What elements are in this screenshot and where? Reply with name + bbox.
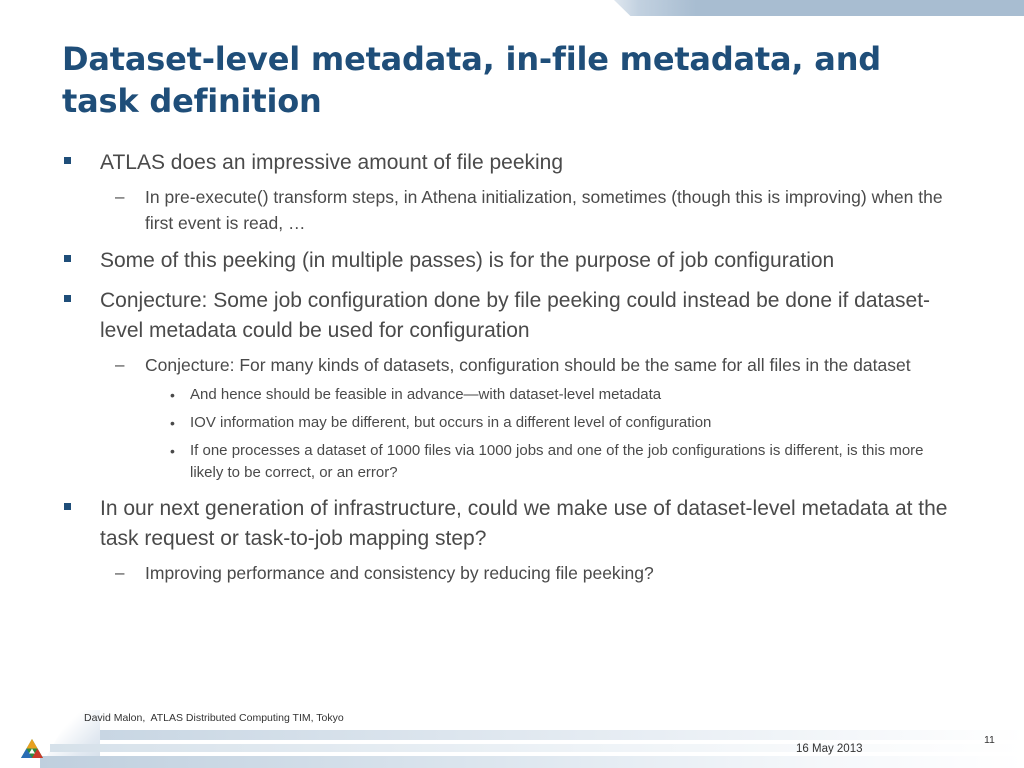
dash-bullet-icon: –: [115, 563, 125, 582]
bullet-item-level2: [0, 560, 1024, 586]
dash-bullet-icon: –: [115, 187, 125, 206]
bullet-item-level2: [0, 184, 1024, 236]
bullet-text: If one processes a dataset of 1000 files via 1000 jobs and one of the job configurations is different, is this more likely to be correct, or an error?: [190, 442, 924, 481]
dot-bullet-icon: •: [170, 443, 175, 459]
bullet-text: Improving performance and consistency by reducing file peeking?: [145, 563, 654, 583]
dash-bullet-icon: –: [115, 355, 125, 374]
bullet-text: Conjecture: Some job configuration done by file peeking could instead be done if dataset-level metadata could be used for configuration: [100, 289, 931, 342]
page-number: 11: [984, 734, 995, 746]
bullet-text: Some of this peeking (in multiple passes) is for the purpose of job configuration: [100, 249, 835, 272]
bullet-text: Conjecture: For many kinds of datasets, configuration should be the same for all files in the dataset: [145, 355, 911, 375]
bullet-item-level2: [0, 352, 1024, 378]
bullet-item-level1: [0, 246, 1024, 276]
bullet-item-level1: [0, 494, 1024, 554]
bullet-item-level3: [0, 412, 1024, 434]
bullet-text: ATLAS does an impressive amount of file peeking: [100, 151, 564, 174]
bullet-item-level1: [0, 148, 1024, 178]
bullet-item-level3: [0, 384, 1024, 406]
slide-title: Dataset-level metadata, in-file metadata, and task definition: [62, 40, 881, 120]
footer-date: 16 May 2013: [796, 743, 863, 755]
footer-author: David Malon, ATLAS Distributed Computing TIM, Tokyo: [84, 712, 344, 724]
dot-bullet-icon: •: [170, 415, 175, 431]
bullet-item-level1: [0, 286, 1024, 346]
triangle-logo-icon: [20, 738, 44, 760]
bullet-text: IOV information may be different, but occurs in a different level of configuration: [190, 414, 712, 431]
square-bullet-icon: [64, 503, 71, 510]
square-bullet-icon: [64, 255, 71, 262]
bullet-text: In pre-execute() transform steps, in Athena initialization, sometimes (though this is improving) when the first event is read, …: [145, 187, 943, 233]
footer-decoration: [0, 700, 1024, 768]
bullet-item-level3: [0, 440, 1024, 484]
slide-body: [0, 148, 1024, 586]
square-bullet-icon: [64, 157, 71, 164]
bullet-text: In our next generation of infrastructure, could we make use of dataset-level metadata at the task request or task-to-job mapping step?: [100, 497, 948, 550]
dot-bullet-icon: •: [170, 387, 175, 403]
square-bullet-icon: [64, 295, 71, 302]
header-decor-band: [614, 0, 1024, 16]
bullet-text: And hence should be feasible in advance—with dataset-level metadata: [190, 386, 662, 403]
